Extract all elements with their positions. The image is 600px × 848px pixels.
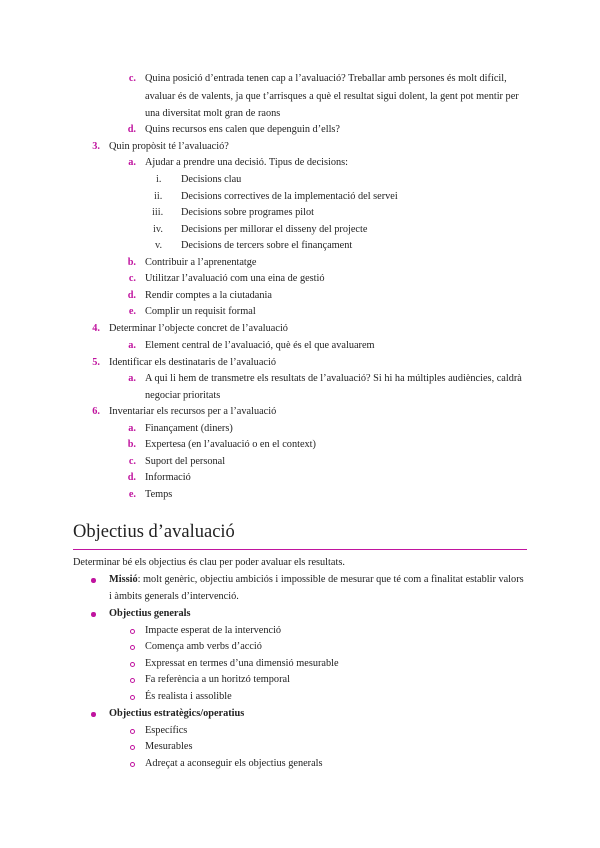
list-item-text: una diversitat molt gran de raons: [145, 108, 281, 119]
list-item-text: Determinar l’objecte concret de l’avaluació: [109, 323, 288, 334]
heading-divider: [73, 549, 527, 550]
list-item-text: Informació: [145, 472, 191, 483]
list-marker: e.: [128, 489, 136, 500]
term-label: Missió: [109, 574, 138, 585]
list-item-text: Decisions clau: [181, 174, 242, 185]
list-item-text: Quin propòsit té l’avaluació?: [109, 141, 229, 152]
list-marker: b.: [127, 439, 136, 450]
term-label: Objectius generals: [109, 608, 191, 619]
list-marker: 6.: [92, 406, 100, 417]
list-item-text: i àmbits generals d’intervenció.: [109, 591, 239, 602]
list-item-text: Impacte esperat de la intervenció: [145, 625, 282, 636]
term-description: : molt genèric, objectiu ambiciós i impossible de mesurar que té com a finalitat establir valors: [137, 574, 524, 585]
list-item-text: [109, 572, 524, 588]
list-marker: d.: [127, 472, 136, 483]
list-item-text: Adreçat a aconseguir els objectius generals: [145, 758, 323, 769]
list-item-text: negociar prioritats: [145, 390, 221, 401]
list-marker: d.: [127, 124, 136, 135]
list-marker: iv.: [153, 224, 163, 235]
list-marker: a.: [128, 373, 136, 384]
term-label: Objectius estratègics/operatius: [109, 708, 245, 719]
list-item-text: Decisions correctives de la implementació del servei: [181, 191, 398, 202]
section-intro: Determinar bé els objectius és clau per poder avaluar els resultats.: [73, 557, 345, 568]
list-item-text: Identificar els destinataris de l’avaluació: [109, 357, 276, 368]
list-item-text: Fa referència a un horitzó temporal: [145, 674, 290, 685]
bullet-icon: [91, 612, 96, 617]
circle-bullet-icon: [130, 678, 135, 683]
list-item-text: Utilitzar l’avaluació com una eina de gestió: [145, 273, 325, 284]
list-item-text: Contribuir a l’aprenentatge: [145, 257, 257, 268]
list-item-text: Decisions per millorar el disseny del projecte: [181, 224, 368, 235]
circle-bullet-icon: [130, 729, 135, 734]
list-marker: a.: [128, 157, 136, 168]
list-item-text: avaluar és de valents, ja que t’arrisques a què el resultat sigui dolent, la gent pot mentir per: [145, 91, 519, 102]
list-marker: c.: [128, 73, 136, 84]
list-item-text: És realista i assolible: [145, 691, 232, 702]
list-marker: b.: [127, 257, 136, 268]
circle-bullet-icon: [130, 645, 135, 650]
list-marker: d.: [127, 290, 136, 301]
list-item-text: Temps: [145, 489, 173, 500]
list-item-text: Expertesa (en l’avaluació o en el context): [145, 439, 316, 450]
section-heading: Objectius d’avaluació: [73, 522, 235, 542]
list-marker: i.: [156, 174, 162, 185]
list-item-text: Complir un requisit formal: [145, 306, 256, 317]
list-item-text: Decisions sobre programes pilot: [181, 207, 314, 218]
list-marker: c.: [128, 456, 136, 467]
bullet-icon: [91, 712, 96, 717]
list-item-text: Mesurables: [145, 741, 193, 752]
list-marker: v.: [155, 240, 163, 251]
circle-bullet-icon: [130, 762, 135, 767]
list-item-text: Comença amb verbs d’acció: [145, 641, 262, 652]
list-item-text: Finançament (diners): [145, 423, 233, 434]
list-item-text: Element central de l’avaluació, què és el que avaluarem: [145, 340, 375, 351]
list-marker: e.: [128, 306, 136, 317]
list-marker: 3.: [92, 141, 100, 152]
list-item-text: Rendir comptes a la ciutadania: [145, 290, 272, 301]
list-marker: iii.: [152, 207, 164, 218]
circle-bullet-icon: [130, 745, 135, 750]
list-marker: c.: [128, 273, 136, 284]
list-item-text: Ajudar a prendre una decisió. Tipus de decisions:: [145, 157, 349, 168]
list-marker: ii.: [154, 191, 163, 202]
list-item-text: Específics: [145, 725, 188, 736]
list-item-text: Decisions de tercers sobre el finançament: [181, 240, 353, 251]
list-item-text: Suport del personal: [145, 456, 226, 467]
list-item-text: A qui li hem de transmetre els resultats de l’avaluació? Si hi ha múltiples audiències, caldrà: [145, 373, 522, 384]
list-item-text: Quina posició d’entrada tenen cap a l’avaluació? Treballar amb persones és molt difícil,: [145, 73, 507, 84]
circle-bullet-icon: [130, 629, 135, 634]
circle-bullet-icon: [130, 662, 135, 667]
bullet-icon: [91, 578, 96, 583]
circle-bullet-icon: [130, 695, 135, 700]
list-item-text: Quins recursos ens calen que depenguin d’ells?: [145, 124, 341, 135]
list-marker: a.: [128, 423, 136, 434]
list-marker: 5.: [92, 357, 100, 368]
list-item-text: Expressat en termes d’una dimensió mesurable: [145, 658, 339, 669]
list-marker: a.: [128, 340, 136, 351]
list-item-text: Inventariar els recursos per a l’avaluació: [109, 406, 277, 417]
list-marker: 4.: [92, 323, 100, 334]
